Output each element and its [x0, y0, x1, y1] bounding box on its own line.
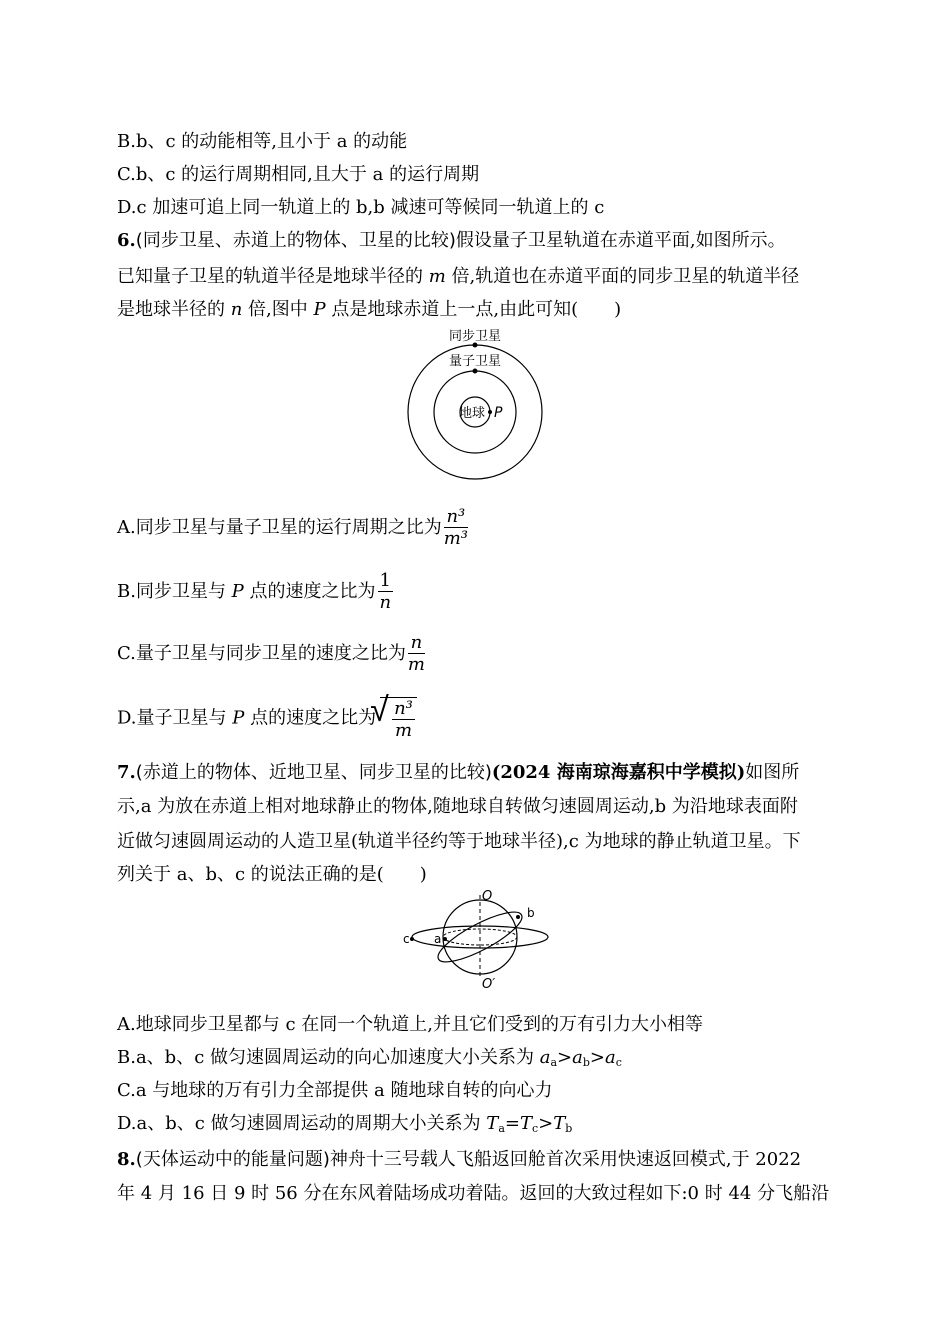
- q6-option-b-text1: B.同步卫星与: [117, 581, 232, 602]
- q6-option-a: [117, 508, 468, 548]
- q7-option-c: C.a 与地球的万有引力全部提供 a 随地球自转的向心力: [117, 1080, 553, 1101]
- radical-sign-icon: √: [370, 690, 389, 730]
- q5-option-b: B.b、c 的动能相等,且小于 a 的动能: [117, 131, 408, 152]
- q6-option-b-var-p: P: [231, 581, 244, 602]
- q6-stem-line3: [117, 301, 621, 319]
- q8-number: 8.: [117, 1149, 136, 1170]
- q7-option-d: [117, 1115, 572, 1134]
- fraction-numerator: 1: [379, 570, 391, 591]
- q6-option-b-fraction: [378, 572, 393, 612]
- axis-label-o-prime: O′: [482, 977, 496, 990]
- q7-option-d-relation: $T_a=T_c>T_b$: [486, 1113, 573, 1135]
- q6-stem-line2: [117, 268, 799, 286]
- fraction-numerator: n³: [394, 698, 413, 719]
- q6-option-c-text: C.量子卫星与同步卫星的速度之比为: [117, 643, 406, 664]
- q8-stem-line1: [117, 1151, 801, 1169]
- satellite-b-label: b: [527, 906, 535, 920]
- q6-orbit-figure: [395, 322, 565, 490]
- fraction-denominator: n: [379, 592, 392, 613]
- q6-option-b: [117, 572, 393, 612]
- q7-option-d-text: D.a、b、c 做匀速圆周运动的周期大小关系为: [117, 1113, 487, 1134]
- q6-var-m: m: [428, 266, 446, 287]
- q8-topic-tag: (天体运动中的能量问题): [135, 1149, 330, 1170]
- fraction-numerator: n: [408, 634, 425, 654]
- q7-stem-line4: 列关于 a、b、c 的说法正确的是( ): [117, 864, 427, 885]
- q6-var-n: n: [230, 299, 243, 320]
- q6-option-d-fraction: [392, 700, 415, 740]
- point-p-dot: [488, 410, 492, 414]
- q6-topic-tag: (同步卫星、赤道上的物体、卫星的比较): [135, 230, 456, 251]
- quantum-satellite-label: 量子卫星: [448, 354, 502, 369]
- q7-number: 7.: [117, 762, 136, 783]
- q6-option-c: [117, 634, 425, 674]
- q7-stem-text1: 如图所: [745, 762, 800, 783]
- quantum-satellite-dot: [473, 369, 478, 374]
- q5-option-d: D.c 加速可追上同一轨道上的 b,b 减速可等候同一轨道上的 c: [117, 197, 605, 218]
- fraction-numerator: n³: [444, 508, 468, 528]
- q6-number: 6.: [117, 230, 136, 251]
- q6-stem-text2b: 倍,轨道也在赤道平面的同步卫星的轨道半径: [445, 266, 800, 287]
- q7-option-b: [117, 1049, 622, 1068]
- object-a-dot: [443, 937, 447, 941]
- q6-stem-text3a: 是地球半径的: [117, 299, 231, 320]
- sync-satellite-label: 同步卫星: [448, 329, 502, 344]
- q6-option-d-sqrt: [370, 690, 417, 741]
- q6-option-d-text1: D.量子卫星与: [117, 707, 233, 729]
- satellite-b-dot: [516, 915, 520, 919]
- q8-stem-text1: 神舟十三号载人飞船返回舱首次采用快速返回模式,于 2022: [329, 1149, 802, 1170]
- q7-option-b-text: B.a、b、c 做匀速圆周运动的向心加速度大小关系为: [117, 1047, 540, 1068]
- satellite-c-dot: [410, 937, 414, 941]
- q8-stem-line2: 年 4 月 16 日 9 时 56 分在东风着陆场成功着陆。返回的大致过程如下:0 时 44 分飞船沿: [117, 1183, 830, 1204]
- q6-option-a-fraction: [444, 508, 468, 548]
- q6-stem-text1: 假设量子卫星轨道在赤道平面,如图所示。: [455, 230, 786, 251]
- fraction-denominator: m: [394, 720, 413, 741]
- q7-topic-tag: (赤道上的物体、近地卫星、同步卫星的比较): [135, 762, 492, 783]
- q6-option-b-text2: 点的速度之比为: [243, 581, 376, 602]
- object-a-label: a: [434, 932, 442, 946]
- q6-option-d-var-p: P: [232, 707, 245, 729]
- q6-option-a-text: A.同步卫星与量子卫星的运行周期之比为: [117, 517, 442, 538]
- q7-orbit-figure: [400, 887, 550, 990]
- earth-label: 地球: [459, 406, 486, 421]
- q6-stem-text3c: 点是地球赤道上一点,由此可知( ): [325, 299, 622, 320]
- point-p-label: P: [494, 405, 503, 421]
- axis-label-o: O: [482, 889, 493, 904]
- fraction-denominator: m³: [443, 528, 469, 549]
- q7-stem-line3: 近做匀速圆周运动的人造卫星(轨道半径约等于地球半径),c 为地球的静止轨道卫星。下: [117, 831, 801, 852]
- q7-stem-line2: 示,a 为放在赤道上相对地球静止的物体,随地球自转做匀速圆周运动,b 为沿地球表面附: [117, 796, 798, 817]
- q6-option-d-text2: 点的速度之比为: [244, 707, 377, 729]
- q7-stem-line1: [117, 764, 799, 782]
- q7-option-b-relation: $a_a>a_b>a_c$: [539, 1047, 622, 1069]
- q5-option-c: C.b、c 的运行周期相同,且大于 a 的运行周期: [117, 164, 480, 185]
- q7-option-a: A.地球同步卫星都与 c 在同一个轨道上,并且它们受到的万有引力大小相等: [117, 1014, 703, 1035]
- q6-option-c-fraction: [408, 634, 425, 674]
- fraction-denominator: m: [407, 654, 425, 675]
- q6-var-p: P: [313, 299, 326, 320]
- satellite-c-label: c: [403, 932, 410, 946]
- q7-source: (2024 海南琼海嘉积中学模拟): [491, 762, 746, 783]
- q6-stem-text3b: 倍,图中: [242, 299, 314, 320]
- q6-stem-text2a: 已知量子卫星的轨道半径是地球半径的: [117, 266, 429, 287]
- q6-option-d: [117, 690, 417, 741]
- q6-stem-line1: [117, 232, 786, 250]
